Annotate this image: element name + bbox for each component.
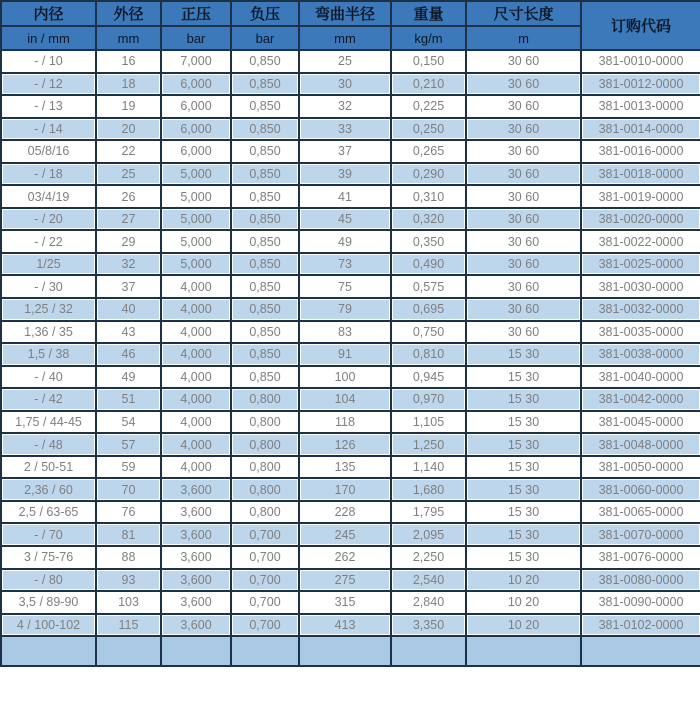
table-cell: 15 30 — [466, 411, 581, 434]
table-cell: 0,850 — [231, 298, 299, 321]
table-cell: 0,490 — [391, 253, 466, 276]
column-header-1: 外径 — [96, 1, 161, 26]
table-row — [1, 501, 700, 524]
column-header-2: 正压 — [161, 1, 231, 26]
table-cell: 37 — [299, 140, 391, 163]
table-cell: 10 20 — [466, 591, 581, 614]
table-cell: 46 — [96, 343, 161, 366]
table-cell: 88 — [96, 546, 161, 569]
table-cell: 22 — [96, 140, 161, 163]
table-cell: 413 — [299, 614, 391, 637]
table-cell: 381-0060-0000 — [581, 478, 700, 501]
table-cell: 5,000 — [161, 230, 231, 253]
table-cell: 3,600 — [161, 478, 231, 501]
clipped-cell — [581, 636, 700, 666]
table-cell: 381-0050-0000 — [581, 456, 700, 479]
table-cell: 0,225 — [391, 95, 466, 118]
table-cell: 54 — [96, 411, 161, 434]
table-cell: 381-0070-0000 — [581, 523, 700, 546]
table-cell: 0,265 — [391, 140, 466, 163]
table-cell: 2,540 — [391, 569, 466, 592]
table-cell: 0,850 — [231, 230, 299, 253]
table-cell: - / 12 — [1, 73, 96, 96]
table-cell: 2,36 / 60 — [1, 478, 96, 501]
table-cell: 4,000 — [161, 275, 231, 298]
table-row — [1, 411, 700, 434]
column-unit-2: bar — [161, 26, 231, 50]
table-cell: 0,850 — [231, 366, 299, 389]
table-cell: 51 — [96, 388, 161, 411]
table-cell: 381-0019-0000 — [581, 185, 700, 208]
table-cell: 59 — [96, 456, 161, 479]
table-cell: 15 30 — [466, 388, 581, 411]
table-cell: 25 — [96, 163, 161, 186]
table-cell: 381-0045-0000 — [581, 411, 700, 434]
table-cell: 1,105 — [391, 411, 466, 434]
table-cell: 0,850 — [231, 118, 299, 141]
table-cell: 30 60 — [466, 140, 581, 163]
table-cell: 4,000 — [161, 366, 231, 389]
table-cell: 3,600 — [161, 591, 231, 614]
table-cell: 30 60 — [466, 298, 581, 321]
table-cell: 75 — [299, 275, 391, 298]
table-cell: 0,250 — [391, 118, 466, 141]
table-row — [1, 95, 700, 118]
table-cell: 0,850 — [231, 208, 299, 231]
table-cell: 29 — [96, 230, 161, 253]
table-cell: 4,000 — [161, 321, 231, 344]
table-cell: 19 — [96, 95, 161, 118]
table-cell: 43 — [96, 321, 161, 344]
table-cell: 32 — [96, 253, 161, 276]
table-cell: 30 60 — [466, 95, 581, 118]
table-cell: 57 — [96, 433, 161, 456]
table-cell: 0,850 — [231, 321, 299, 344]
table-row — [1, 614, 700, 637]
table-cell: 0,800 — [231, 456, 299, 479]
clipped-cell — [466, 636, 581, 666]
table-header — [1, 1, 700, 50]
table-cell: 37 — [96, 275, 161, 298]
clipped-next-table-row — [1, 636, 700, 666]
table-cell: 6,000 — [161, 95, 231, 118]
table-cell: 03/4/19 — [1, 185, 96, 208]
table-cell: 262 — [299, 546, 391, 569]
table-cell: 170 — [299, 478, 391, 501]
table-cell: 15 30 — [466, 433, 581, 456]
clipped-cell — [96, 636, 161, 666]
table-cell: 381-0022-0000 — [581, 230, 700, 253]
table-cell: 10 20 — [466, 569, 581, 592]
table-cell: - / 48 — [1, 433, 96, 456]
table-cell: 0,970 — [391, 388, 466, 411]
table-cell: 5,000 — [161, 208, 231, 231]
table-cell: 30 60 — [466, 208, 581, 231]
table-cell: 0,310 — [391, 185, 466, 208]
table-cell: 0,700 — [231, 569, 299, 592]
table-cell: 0,800 — [231, 478, 299, 501]
table-cell: 0,150 — [391, 50, 466, 73]
table-cell: 30 60 — [466, 275, 581, 298]
table-row — [1, 118, 700, 141]
column-header-4: 弯曲半径 — [299, 1, 391, 26]
table-cell: 1,5 / 38 — [1, 343, 96, 366]
table-cell: 7,000 — [161, 50, 231, 73]
table-cell: 0,800 — [231, 501, 299, 524]
table-cell: 20 — [96, 118, 161, 141]
table-row — [1, 478, 700, 501]
table-cell: 32 — [299, 95, 391, 118]
table-cell: 30 — [299, 73, 391, 96]
table-cell: 381-0020-0000 — [581, 208, 700, 231]
table-cell: 2,095 — [391, 523, 466, 546]
table-cell: 381-0038-0000 — [581, 343, 700, 366]
table-cell: 1,140 — [391, 456, 466, 479]
table-row — [1, 298, 700, 321]
table-cell: 3,5 / 89-90 — [1, 591, 96, 614]
table-cell: - / 40 — [1, 366, 96, 389]
table-cell: 39 — [299, 163, 391, 186]
column-header-6: 尺寸长度 — [466, 1, 581, 26]
table-row — [1, 230, 700, 253]
column-header-0: 内径 — [1, 1, 96, 26]
table-cell: 3,600 — [161, 523, 231, 546]
table-cell: 4,000 — [161, 343, 231, 366]
table-cell: 0,800 — [231, 388, 299, 411]
table-cell: 40 — [96, 298, 161, 321]
table-cell: 381-0018-0000 — [581, 163, 700, 186]
table-cell: - / 70 — [1, 523, 96, 546]
table-cell: 70 — [96, 478, 161, 501]
table-cell: 1,680 — [391, 478, 466, 501]
table-cell: 0,850 — [231, 50, 299, 73]
table-cell: 79 — [299, 298, 391, 321]
table-cell: 381-0035-0000 — [581, 321, 700, 344]
table-cell: 381-0076-0000 — [581, 546, 700, 569]
table-cell: 0,850 — [231, 253, 299, 276]
column-unit-5: kg/m — [391, 26, 466, 50]
table-row — [1, 185, 700, 208]
column-unit-4: mm — [299, 26, 391, 50]
table-body — [1, 50, 700, 666]
table-cell: 0,700 — [231, 591, 299, 614]
table-cell: - / 13 — [1, 95, 96, 118]
table-cell: 4,000 — [161, 456, 231, 479]
column-header-7: 订购代码 — [581, 1, 700, 50]
table-cell: 4,000 — [161, 411, 231, 434]
table-cell: 245 — [299, 523, 391, 546]
table-cell: 15 30 — [466, 546, 581, 569]
table-cell: 381-0016-0000 — [581, 140, 700, 163]
table-cell: 93 — [96, 569, 161, 592]
table-cell: 103 — [96, 591, 161, 614]
table-row — [1, 343, 700, 366]
table-cell: 3,600 — [161, 546, 231, 569]
table-row — [1, 523, 700, 546]
table-cell: 27 — [96, 208, 161, 231]
table-cell: 381-0040-0000 — [581, 366, 700, 389]
table-cell: 15 30 — [466, 366, 581, 389]
table-cell: - / 14 — [1, 118, 96, 141]
table-row — [1, 591, 700, 614]
table-cell: 0,850 — [231, 275, 299, 298]
table-cell: 1,36 / 35 — [1, 321, 96, 344]
column-header-5: 重量 — [391, 1, 466, 26]
table-cell: 6,000 — [161, 73, 231, 96]
table-cell: 3,350 — [391, 614, 466, 637]
table-cell: - / 42 — [1, 388, 96, 411]
table-cell: 81 — [96, 523, 161, 546]
table-cell: 115 — [96, 614, 161, 637]
table-cell: 381-0032-0000 — [581, 298, 700, 321]
column-unit-3: bar — [231, 26, 299, 50]
table-row — [1, 275, 700, 298]
clipped-cell — [299, 636, 391, 666]
table-cell: 2 / 50-51 — [1, 456, 96, 479]
table-cell: 381-0025-0000 — [581, 253, 700, 276]
table-row — [1, 321, 700, 344]
table-cell: 30 60 — [466, 321, 581, 344]
table-row — [1, 208, 700, 231]
table-row — [1, 388, 700, 411]
table-cell: 0,850 — [231, 95, 299, 118]
table-cell: 4,000 — [161, 433, 231, 456]
table-row — [1, 73, 700, 96]
table-cell: 381-0080-0000 — [581, 569, 700, 592]
table-cell: 6,000 — [161, 118, 231, 141]
table-cell: 1,75 / 44-45 — [1, 411, 96, 434]
column-header-3: 负压 — [231, 1, 299, 26]
table-cell: 49 — [96, 366, 161, 389]
table-row — [1, 163, 700, 186]
table-cell: 275 — [299, 569, 391, 592]
table-cell: 0,700 — [231, 546, 299, 569]
table-cell: 381-0048-0000 — [581, 433, 700, 456]
table-cell: 104 — [299, 388, 391, 411]
table-cell: - / 30 — [1, 275, 96, 298]
table-cell: 30 60 — [466, 163, 581, 186]
table-cell: 15 30 — [466, 523, 581, 546]
table-cell: 3,600 — [161, 569, 231, 592]
column-unit-1: mm — [96, 26, 161, 50]
table-cell: 228 — [299, 501, 391, 524]
table-cell: 15 30 — [466, 478, 581, 501]
table-cell: 381-0012-0000 — [581, 73, 700, 96]
table-row — [1, 253, 700, 276]
table-cell: 10 20 — [466, 614, 581, 637]
table-cell: 381-0042-0000 — [581, 388, 700, 411]
table-cell: 3,600 — [161, 501, 231, 524]
table-cell: 91 — [299, 343, 391, 366]
table-row — [1, 366, 700, 389]
table-cell: 2,250 — [391, 546, 466, 569]
table-cell: 30 60 — [466, 253, 581, 276]
table-cell: 30 60 — [466, 118, 581, 141]
table-cell: 0,700 — [231, 614, 299, 637]
table-cell: 0,350 — [391, 230, 466, 253]
table-cell: 1,795 — [391, 501, 466, 524]
clipped-cell — [1, 636, 96, 666]
column-unit-0: in / mm — [1, 26, 96, 50]
clipped-cell — [391, 636, 466, 666]
table-cell: 83 — [299, 321, 391, 344]
table-row — [1, 456, 700, 479]
table-cell: 0,810 — [391, 343, 466, 366]
table-cell: 4,000 — [161, 388, 231, 411]
table-cell: 0,695 — [391, 298, 466, 321]
table-cell: 0,320 — [391, 208, 466, 231]
table-cell: 0,575 — [391, 275, 466, 298]
table-cell: 6,000 — [161, 140, 231, 163]
table-cell: 381-0065-0000 — [581, 501, 700, 524]
table-cell: 0,850 — [231, 185, 299, 208]
table-cell: 18 — [96, 73, 161, 96]
table-cell: 0,850 — [231, 140, 299, 163]
table-cell: 1/25 — [1, 253, 96, 276]
column-unit-6: m — [466, 26, 581, 50]
table-cell: 49 — [299, 230, 391, 253]
table-cell: 315 — [299, 591, 391, 614]
table-cell: 2,5 / 63-65 — [1, 501, 96, 524]
table-cell: 15 30 — [466, 501, 581, 524]
table-cell: 26 — [96, 185, 161, 208]
table-cell: 381-0090-0000 — [581, 591, 700, 614]
table-cell: 0,750 — [391, 321, 466, 344]
table-row — [1, 140, 700, 163]
table-cell: 33 — [299, 118, 391, 141]
table-row — [1, 569, 700, 592]
table-cell: 0,290 — [391, 163, 466, 186]
table-cell: 3 / 75-76 — [1, 546, 96, 569]
table-cell: 5,000 — [161, 253, 231, 276]
table-cell: 0,945 — [391, 366, 466, 389]
table-cell: 30 60 — [466, 230, 581, 253]
table-cell: 0,800 — [231, 433, 299, 456]
table-cell: 0,850 — [231, 343, 299, 366]
table-cell: 16 — [96, 50, 161, 73]
table-row — [1, 546, 700, 569]
clipped-cell — [161, 636, 231, 666]
table-cell: 100 — [299, 366, 391, 389]
table-cell: - / 20 — [1, 208, 96, 231]
table-cell: 15 30 — [466, 456, 581, 479]
header-label-row — [1, 1, 700, 26]
table-row — [1, 50, 700, 73]
table-cell: 1,25 / 32 — [1, 298, 96, 321]
table-cell: 30 60 — [466, 50, 581, 73]
table-cell: 45 — [299, 208, 391, 231]
table-cell: 381-0014-0000 — [581, 118, 700, 141]
table-cell: 3,600 — [161, 614, 231, 637]
table-cell: - / 18 — [1, 163, 96, 186]
table-cell: - / 10 — [1, 50, 96, 73]
table-cell: 5,000 — [161, 185, 231, 208]
table-cell: 41 — [299, 185, 391, 208]
table-cell: 135 — [299, 456, 391, 479]
table-cell: 126 — [299, 433, 391, 456]
table-cell: - / 80 — [1, 569, 96, 592]
table-cell: 30 60 — [466, 185, 581, 208]
table-cell: 1,250 — [391, 433, 466, 456]
table-cell: 30 60 — [466, 73, 581, 96]
table-cell: 0,210 — [391, 73, 466, 96]
table-cell: 118 — [299, 411, 391, 434]
table-cell: 0,850 — [231, 163, 299, 186]
table-cell: 0,850 — [231, 73, 299, 96]
table-cell: 381-0102-0000 — [581, 614, 700, 637]
table-cell: 15 30 — [466, 343, 581, 366]
table-cell: 25 — [299, 50, 391, 73]
table-cell: 0,800 — [231, 411, 299, 434]
table-cell: 4,000 — [161, 298, 231, 321]
table-cell: 05/8/16 — [1, 140, 96, 163]
table-cell: 5,000 — [161, 163, 231, 186]
table-cell: 0,700 — [231, 523, 299, 546]
table-cell: 2,840 — [391, 591, 466, 614]
table-row — [1, 433, 700, 456]
table-cell: 76 — [96, 501, 161, 524]
table-cell: - / 22 — [1, 230, 96, 253]
table-cell: 381-0013-0000 — [581, 95, 700, 118]
table-cell: 381-0030-0000 — [581, 275, 700, 298]
table-cell: 381-0010-0000 — [581, 50, 700, 73]
table-cell: 73 — [299, 253, 391, 276]
clipped-cell — [231, 636, 299, 666]
table-cell: 4 / 100-102 — [1, 614, 96, 637]
